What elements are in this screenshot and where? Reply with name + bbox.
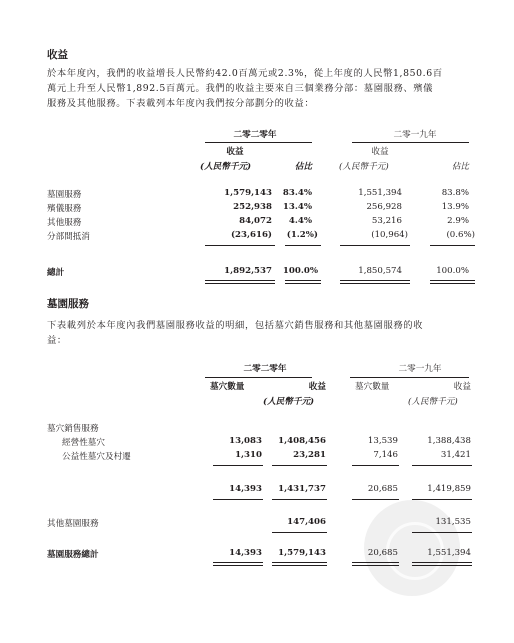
row-label: 殯儀服務 xyxy=(47,204,82,214)
subtotal-revenue-2020: 1,431,737 xyxy=(278,484,326,494)
total-2020: 1,892,537 xyxy=(224,266,272,276)
percent-2020: 13.4% xyxy=(282,202,312,212)
other-label: 其他墓園服務 xyxy=(47,519,99,529)
rule xyxy=(412,532,472,533)
qty-2020: 1,310 xyxy=(235,450,262,460)
ratio-2020-label: 佔比 xyxy=(294,162,312,172)
revenue-paragraph-line-3: 服務及其他服務。下表載列本年度內我們按分部劃分的收益： xyxy=(47,98,315,109)
qty-2019: 7,146 xyxy=(373,450,398,460)
double-rule xyxy=(412,562,472,566)
double-rule xyxy=(352,562,399,566)
year-2019-rule xyxy=(350,377,469,378)
percent-2019: 13.9% xyxy=(441,202,469,212)
revenue-2019-label: 收益 xyxy=(453,382,471,392)
year-2020-rule xyxy=(205,142,312,143)
revenue-2019: 31,421 xyxy=(440,450,471,460)
percent-2019: 2.9% xyxy=(447,216,469,226)
rule xyxy=(213,465,263,466)
year-2020-header: 二零二零年 xyxy=(243,364,287,374)
row-label: 公益性墓穴及村遷 xyxy=(62,452,131,462)
unit-2020: (人民幣千元) xyxy=(263,397,315,407)
double-rule xyxy=(285,280,321,284)
value-2019: 1,551,394 xyxy=(358,188,402,198)
row-label: 其他服務 xyxy=(47,218,82,228)
subtotal-qty-2020: 14,393 xyxy=(229,484,262,494)
rule xyxy=(352,499,399,500)
percent-2020: 83.4% xyxy=(282,188,312,198)
total-qty-2019: 20,685 xyxy=(367,548,398,558)
rule xyxy=(213,499,263,500)
other-revenue-2019: 131,535 xyxy=(435,517,471,527)
total-percent-2019: 100.0% xyxy=(436,266,469,276)
rule xyxy=(205,245,275,246)
cemetery-paragraph-line-2: 益： xyxy=(47,335,67,346)
rule xyxy=(272,465,327,466)
row-label: 分部間抵消 xyxy=(47,232,90,242)
rule xyxy=(272,532,327,533)
double-rule xyxy=(272,562,327,566)
double-rule xyxy=(213,562,263,566)
year-2020-rule xyxy=(205,377,312,378)
revenue-2019-col-label: 收益 xyxy=(371,147,389,157)
subtotal-qty-2019: 20,685 xyxy=(367,484,398,494)
revenue-2020: 1,408,456 xyxy=(278,436,326,446)
row-label: 墓園服務 xyxy=(47,190,82,200)
qty-2020-label: 墓穴數量 xyxy=(210,382,245,392)
unit-2019: (人民幣千元) xyxy=(339,162,389,172)
cemetery-paragraph-line-1: 下表載列於本年度內我們墓園服務收益的明細，包括墓穴銷售服務和其他墓園服務的收 xyxy=(47,320,424,331)
qty-2019-label: 墓穴數量 xyxy=(355,382,390,392)
unit-2019: (人民幣千元) xyxy=(408,397,458,407)
value-2020: (23,616) xyxy=(230,230,272,240)
rule xyxy=(340,245,410,246)
total-revenue-2020: 1,579,143 xyxy=(278,548,326,558)
value-2019: 53,216 xyxy=(371,216,402,226)
row-label: 經營性墓穴 xyxy=(62,438,105,448)
rule xyxy=(285,245,321,246)
qty-2020: 13,083 xyxy=(229,436,262,446)
percent-2019: 83.8% xyxy=(441,188,469,198)
qty-2019: 13,539 xyxy=(367,436,398,446)
total-percent-2020: 100.0% xyxy=(282,266,318,276)
rule xyxy=(412,499,472,500)
year-2020-header: 二零二零年 xyxy=(233,130,277,140)
rule xyxy=(272,499,327,500)
percent-2019: (0.6%) xyxy=(446,230,475,240)
value-2019: 256,928 xyxy=(366,202,402,212)
subtotal-revenue-2019: 1,419,859 xyxy=(427,484,471,494)
total-qty-2020: 14,393 xyxy=(229,548,262,558)
year-2019-header: 二零一九年 xyxy=(398,364,442,374)
section-label: 墓穴銷售服務 xyxy=(47,424,99,434)
revenue-paragraph-line-2: 萬元上升至人民幣1,892.5百萬元。我們的收益主要來自三個業務分部：墓園服務、殯儀 xyxy=(47,83,434,94)
ratio-2019-label: 佔比 xyxy=(451,162,469,172)
year-2019-header: 二零一九年 xyxy=(393,130,437,140)
revenue-2020-label: 收益 xyxy=(308,382,326,392)
revenue-2020: 23,281 xyxy=(293,450,326,460)
unit-2020: (人民幣千元) xyxy=(200,162,252,172)
total-revenue-2019: 1,551,394 xyxy=(427,548,471,558)
cemetery-heading: 墓園服務 xyxy=(47,298,89,310)
total-2019: 1,850,574 xyxy=(358,266,402,276)
total-label: 墓園服務總計 xyxy=(47,550,99,560)
value-2020: 84,072 xyxy=(239,216,272,226)
value-2020: 1,579,143 xyxy=(224,188,272,198)
rule xyxy=(430,245,475,246)
other-revenue-2020: 147,406 xyxy=(287,517,326,527)
double-rule xyxy=(430,280,475,284)
rule xyxy=(352,465,399,466)
value-2020: 252,938 xyxy=(233,202,272,212)
year-2019-rule xyxy=(352,142,469,143)
double-rule xyxy=(340,280,410,284)
revenue-heading: 收益 xyxy=(47,49,68,61)
value-2019: (10,964) xyxy=(371,230,408,240)
double-rule xyxy=(205,280,275,284)
revenue-paragraph-line-1: 於本年度內，我們的收益增長人民幣約42.0百萬元或2.3%，從上年度的人民幣1,850.6百 xyxy=(47,68,443,79)
percent-2020: 4.4% xyxy=(288,216,312,226)
percent-2020: (1.2%) xyxy=(286,230,318,240)
revenue-2020-col-label: 收益 xyxy=(226,147,244,157)
rule xyxy=(412,465,472,466)
total-label: 總計 xyxy=(47,268,65,278)
revenue-2019: 1,388,438 xyxy=(427,436,471,446)
